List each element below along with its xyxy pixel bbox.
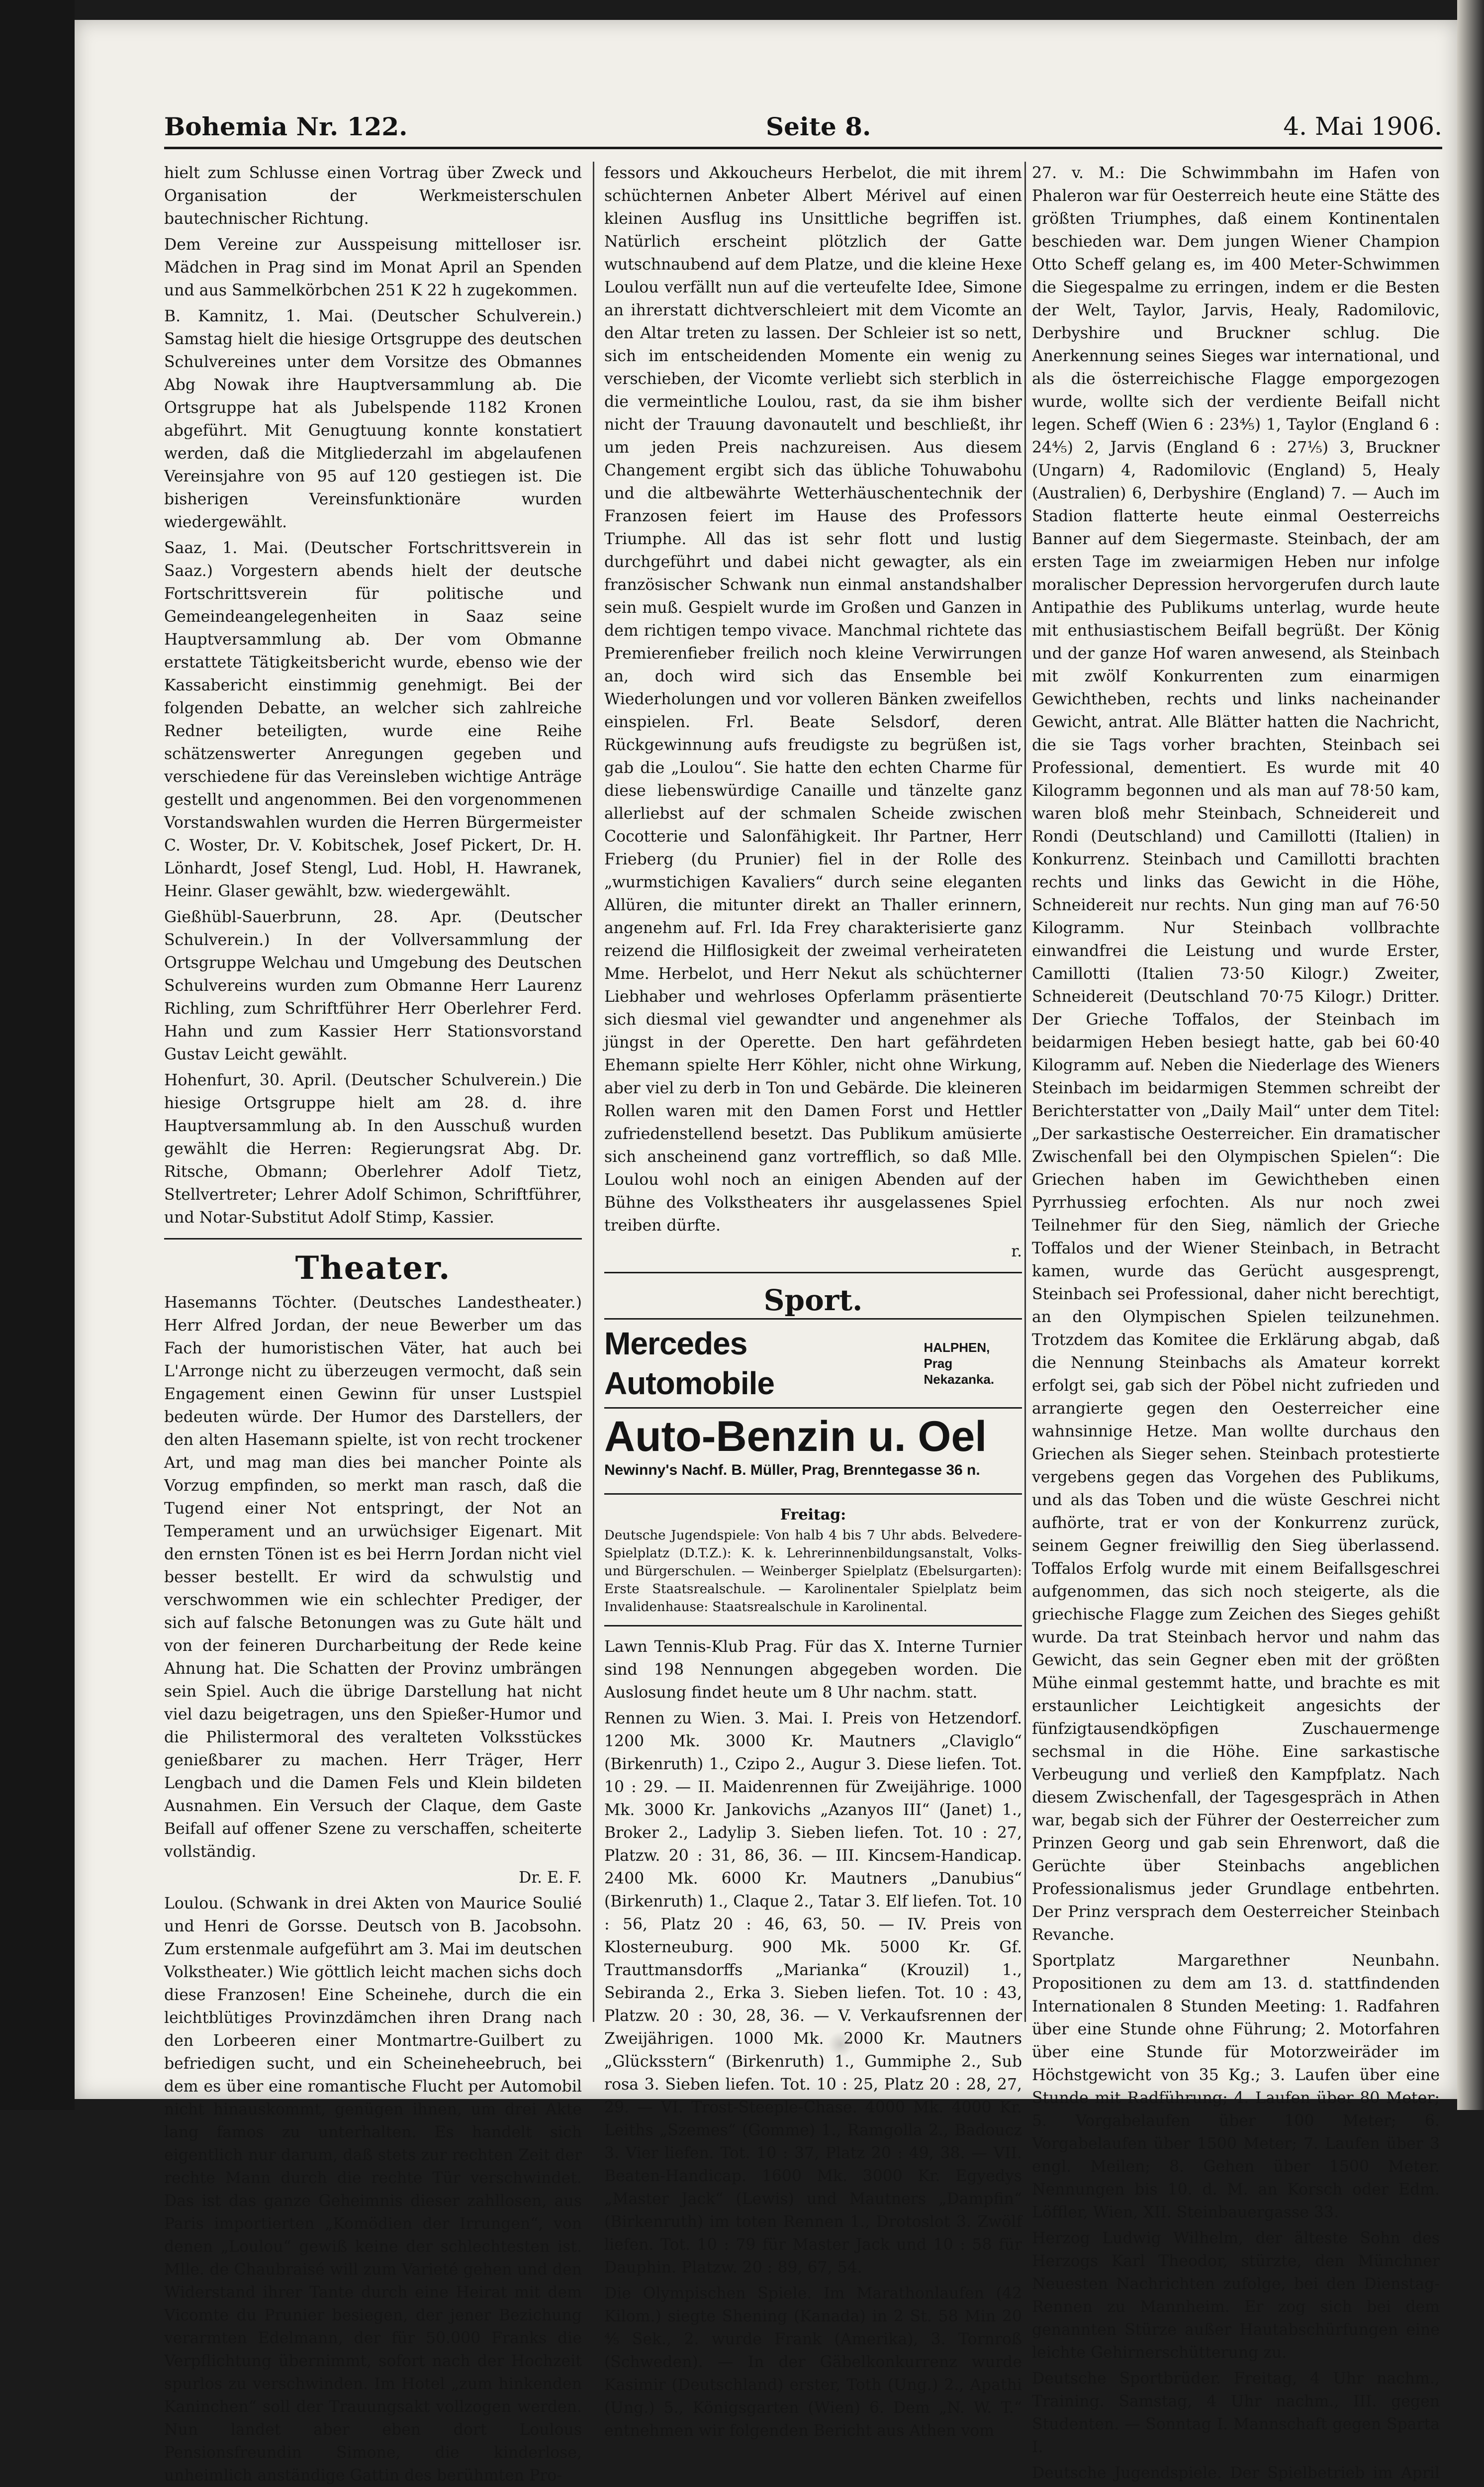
article-kamnitz: B. Kamnitz, 1. Mai. (Deutscher Schulverein.) Samstag hielt die hiesige Ortsgruppe des deutschen Schulvereines unter dem Vorsitze des Obmannes Abg Nowak ihre Hauptversammlung ab. Die Ortsgruppe hat als Jubelspende 1182 Kronen abgeführt. Mit Genugtuung konnte konstatiert werden, daß die Mitgliederzahl im abgelaufenen Vereinsjahre von 95 auf 120 gestiegen ist. Die bisherigen Vereinsfunktionäre wurden wiedergewählt. bbox=[164, 307, 582, 531]
article-jugendspiele: Deutsche Jugendspiele. Der Spielbetrieb im April bbox=[1032, 2464, 1440, 2482]
advert-mercedes-title: Mercedes Automobile bbox=[604, 1326, 774, 1401]
column-3 bbox=[1032, 162, 1440, 2482]
article-olympische-spiele: Die Olympischen Spiele. Im Marathonlaufen (42 Kilom.) siegte Shening (Kanada) in 2 St. 58 Min 20 ⁴⁄₅ Sek., 2. wurde Frank (Amerika), 3. Tornroß (Schweden). — In der Gäbelkonkurrenz wurde Kasimir (Deutschland) erster, Toth (Ung.) 2., Apathi (Ung.) 5., Königsgarten (Wien) 6. Dem „N. W. T.“ entnehmen wir folgenden Bericht aus Athen vom bbox=[604, 2285, 1022, 2440]
review-loulou-continued: fessors und Akkoucheurs Herbelot, die mit ihrem schüchternen Anbeter Albert Mérivel auf einen kleinen Ausflug ins Unsittliche begriffen ist. Natürlich erscheint plötzlich der Gatte wutschnaubend auf dem Platze, und die kleine Hexe Loulou verfällt nun auf die verteufelte Idee, Simone an ihrerstatt dichtverschleiert mit dem Vicomte an den Altar treten zu lassen. Der Schleier ist so nett, sich im entscheidenden Momente ein wenig zu verschieben, der Vicomte verliebt sich sterblich in die vermeintliche Loulou, rast, da sie ihm bisher nicht der Trauung davonautelt und beschließt, ihr um jeden Preis nachzureisen. Aus diesem Changement ergibt sich das übliche Tohuwabohu und die altbewährte Wetterhäuschentechnik der Franzosen feiert im Hause des Professors Triumphe. All das ist sehr flott und lustig durchgeführt und dabei nicht gewagter, als ein französischer Schwank nun einmal anstandshalber sein muß. Gespielt wurde im Großen und Ganzen in dem richtigen tempo vivace. Manchmal richtete das Premierenfieber freilich noch kleine Verwirrungen an, doch wird sich das Ensemble bei Wiederholungen und vor volleren Bänken zweifellos einspielen. Frl. Beate Selsdorf, deren Rückgewinnung aufs freudigste zu begrüßen ist, gab die „Loulou“. Sie hatte den echten Charme für diese liebenswürdige Canaille und tänzelte ganz allerliebst auf der schmalen Scheide zwischen Cocotterie und Salonfähigkeit. Ihr Partner, Herr Frieberg (du Prunier) fiel in der Rolle des „wurmstichigen Kavaliers“ durch seine eleganten Allüren, die mitunter direkt an Thaller erinnern, angenehm auf. Frl. Ida Frey charakterisierte ganz reizend die Hilflosigkeit der zweimal verheirateten Mme. Herbelot, und Herr Nekut als schüchterner Liebhaber und wehrloses Opferlamm präsentierte sich diesmal viel gewandter und angenehmer als jüngst in der Operette. Den hart gefährdeten Ehemann spielte Herr Köhler, nicht ohne Wirkung, aber viel zu derb in Ton und Gebärde. Die kleineren Rollen waren mit den Damen Forst und Hettler zufriedenstellend besetzt. Das Publikum amüsierte sich anscheinend ganz vortrefflich, so daß Mlle. Loulou wohl noch an einigen Abenden auf der Bühne des Volkstheaters ihr ausgelassenes Spiel treiben dürfte. bbox=[604, 164, 1022, 1235]
advert-mercedes-dealer bbox=[924, 1339, 1022, 1387]
column-2 bbox=[604, 162, 1022, 2440]
advert-mercedes bbox=[604, 1318, 1022, 1407]
scan-edge-right bbox=[1457, 0, 1484, 2110]
article-sportplatz: Sportplatz Margarethner Neunbahn. Propositionen zu dem am 13. d. stattfindenden Internationalen 8 Stunden Meeting: 1. Radfahren über eine Stunde ohne Führung; 2. Motorfahren über eine Stunde für Motorzweiräder im Höchstgewicht von 35 Kg.; 3. Laufen über eine Stunde mit Radführung; 4. Laufen über 80 Meter; 5. Vorgabelaufen über 100 Meter; 6. Vorgabelaufen über 1500 Meter; 7. Laufen über 3 engl. Meilen; 8. Gehen über 1500 Meter. Nennungen bis 10. d. M. an Korsch oder Edm. Löffler, Wien, XII. Steinbauergasse 33. bbox=[1032, 1952, 1440, 2221]
advert-benzin bbox=[604, 1407, 1022, 1484]
section-heading-theater: Theater. bbox=[295, 1249, 451, 1287]
article-olympia-report: 27. v. M.: Die Schwimmbahn im Hafen von Phaleron war für Oesterreich heute eine Stätte des größten Triumphes, daß einem Kontinentalen beschieden war. Dem jungen Wiener Champion Otto Scheff gelang es, im 400 Meter-Schwimmen die Siegespalme zu erringen, indem er die Besten der Welt, Taylor, Jarvis, Healy, Radomilovic, Derbyshire und Bruckner schlug. Die Anerkennung seines Sieges war international, und als die österreichische Flagge emporgezogen wurde, wollte sich der verdiente Beifall nicht legen. Scheff (Wien 6 : 23⁴⁄₅) 1, Taylor (England 6 : 24⁴⁄₅) 2, Jarvis (England 6 : 27¹⁄₅) 3, Bruckner (Ungarn) 4, Radomilovic (England) 5, Healy (Australien) 6, Derbyshire (England) 7. — Auch im Stadion flatterte heute einmal Oesterreichs Banner auf dem Siegermaste. Steinbach, der am ersten Tage im zweiarmigen Heben nur infolge moralischer Depression hervorgerufen durch laute Antipathie des Publikums unterlag, wurde heute mit enthusiastischem Beifall begrüßt. Der König und der ganze Hof waren anwesend, als Steinbach mit zwölf Konkurrenten zum einarmigen Gewichtheben, rechts und links nacheinander Gewicht, antrat. Alle Blätter hatten die Nachricht, die sie Tags vorher brachten, Steinbach sei Professional, dementiert. Es wurde mit 40 Kilogramm begonnen und als man auf 78·50 kam, waren bloß mehr Steinbach, Schneidereit und Rondi (Deutschland) und Camillotti (Italien) in Konkurrenz. Steinbach und Camillotti brachten rechts und links das Gewicht in die Höhe, Schneidereit nur rechts. Nun ging man auf 76·50 Kilogramm. Nur Steinbach vollbrachte einwandfrei die Leistung und wurde Erster, Camillotti (Italien 73·50 Kilogr.) Zweiter, Schneidereit (Deutschland 70·75 Kilogr.) Dritter. Der Grieche Toffalos, der Steinbach im beidarmigen Heben besiegt hatte, gab bei 60·40 Kilogramm auf. Neben die Niederlage des Wieners Steinbach im beidarmigen Stemmen schreibt der Berichterstatter von „Daily Mail“ unter dem Titel: „Der sarkastische Oesterreicher. Ein dramatischer Zwischenfall bei den Olympischen Spielen“: Die Griechen haben im Gewichtheben einen Pyrrhussieg erfochten. Als nur noch zwei Teilnehmer für den Sieg, nämlich der Grieche Toffalos und der Wiener Steinbach, in Betracht kamen, wurde das Gerücht ausgesprengt, Steinbach sei Professional, daher nicht berechtigt, an den Olympischen Spielen teilzunehmen. Trotzdem das Komitee die Erklärung abgab, daß die Nennung Steinbachs als Amateur korrekt erfolgt sei, gab sich der Pöbel nicht zufrieden und arrangierte gegen den Oesterreicher eine wahnsinnige Hetze. Man wollte durchaus den Griechen als Sieger sehen. Steinbach protestierte vergebens gegen das Vorgehen des Publikums, und als das Toben und die wüste Geschrei nicht aufhörte, trat er von der Konkurrenz zurück, seinem Gegner freiwillig den Sieg überlassend. Toffalos Erfolg wurde mit einem Beifallsgeschrei aufgenommen, das sich noch steigerte, als die griechische Flagge zum Zeichen des Sieges gehißt wurde. Da trat Steinbach hervor und nahm das Gewicht, das sein Gegner eben mit der größten Mühe einmal gestemmt hatte, und brachte es mit erstaunlicher Leichtigkeit angesichts der fünfzigtausendköpfigen Zuschauermenge sechsmal in die Höhe. Eine sarkastische Verbeugung und verließ den Kampfplatz. Nach diesem Zwischenfall, der Tagesgespräch in Athen war, begab sich der Führer der Oesterreicher zum Prinzen Georg und gab sein Ehrenwort, daß die Gerüchte über Steinbachs angeblichen Professionalismus jeder Grundlage entbehrten. Der Prinz versprach dem Oesterreicher Steinbach Revanche. bbox=[1032, 164, 1440, 1944]
section-rule-4 bbox=[604, 1625, 1022, 1626]
article-rennen-wien: Rennen zu Wien. 3. Mai. I. Preis von Hetzendorf. 1200 Mk. 3000 Kr. Mautners „Claviglo“ (Birkenruth) 1., Czipo 2., Augur 3. Diese liefen. Tot. 10 : 29. — II. Maidenrennen für Zweijährige. 1000 Mk. 3000 Kr. Jankovichs „Azanyos III“ (Janet) 1., Broker 2., Ladylip 3. Sieben liefen. Tot. 10 : 27, Platzw. 20 : 31, 86, 36. — III. Kincsem-Handicap. 2400 Mk. 6000 Kr. Mautners „Danubius“ (Birkenruth) 1., Claque 2., Tatar 3. Elf liefen. Tot. 10 : 56, Platz 20 : 46, 63, 50. — IV. Preis von Klosterneuburg. 900 Mk. 5000 Kr. Gf. Trauttmansdorffs „Marianka“ (Krouzil) 1., Sebiranda 2., Erka 3. Sieben liefen. Tot. 10 : 43, Platzw. 20 : 30, 28, 36. — V. Verkaufsrennen der Zweijährigen. 1000 Mk. 2000 Kr. Mautners „Glücksstern“ (Birkenruth) 1., Gummiphe 2., Sub rosa 3. Sieben liefen. Tot. 10 : 25, Platz 20 : 28, 27, 29. — VI. Trost-Steeple-Chase. 4000 Mk. 4000 Kr. Leiths „Szemes“ (Gomme) 1., Ramgolla 2., Badoucz 3. Vier liefen. Tot. 10 : 37, Platz 20 : 49, 38. — VII. Beaten-Handicap. 1600 Mk. 3000 Kr. Egyedys „Master Jack“ (Lewis) und Mautners „Dampfin“ (Birkenruth) im toten Rennen 1., Drotoslot 3. Zwölf liefen. Tot. 10 : 79 für Master Jack und 10 : 58 für Dauphin. Platzw. 20 : 89, 67, 54. bbox=[604, 1710, 1022, 2277]
scan-edge-left bbox=[0, 0, 75, 2110]
section-rule-3 bbox=[604, 1493, 1022, 1495]
section-heading-sport: Sport. bbox=[763, 1283, 863, 1317]
masthead bbox=[164, 112, 1442, 149]
section-rule-2 bbox=[604, 1272, 1022, 1273]
article-sportbrueder: Deutsche Sportbrüder. Freitag, 4 Uhr nachm., Training. Samstag, 4 Uhr nachm., III. gegen Studenten. — Sonntag I. Mannschaft gegen Sparta I. bbox=[1032, 2370, 1440, 2456]
friday-schedule: Deutsche Jugendspiele: Von halb 4 bis 7 Uhr abds. Belvedere-Spielplatz (D.T.Z.): K. k. Lehrerinnenbildungsanstalt, Volks- und Bürgerschulen. — Weinberger Spielplatz (Ebelsurgarten): Erste Staatsrealschule. — Karolinentaler Spielplatz beim Invalidenhause: Staatsrealschule in Karolinental. bbox=[604, 1528, 1022, 1615]
friday-heading: Freitag: bbox=[780, 1506, 846, 1524]
section-rule bbox=[164, 1238, 582, 1240]
advert-benzin-address: Newinny's Nachf. B. Müller, Prag, Brenntegasse 36 n. bbox=[604, 1462, 980, 1478]
advert-dealer-street: Nekazanka. bbox=[924, 1372, 995, 1387]
column-divider-1 bbox=[593, 162, 594, 2022]
article-giesshuebl: Gießhübl-Sauerbrunn, 28. Apr. (Deutscher Schulverein.) In der Vollversammlung der Ortsgruppe Welchau und Umgebung des Deutschen Schulvereins wurden zum Obmanne Herr Laurenz Richling, zum Schriftführer Herr Oberlehrer Ferd. Hahn und zum Kassier Herr Stationsvorstand Gustav Leicht gewählt. bbox=[164, 908, 582, 1063]
advert-dealer-name: HALPHEN, Prag bbox=[924, 1340, 990, 1371]
article-saaz: Saaz, 1. Mai. (Deutscher Fortschrittsverein in Saaz.) Vorgestern abends hielt der deutsche Fortschrittsverein für politische und Gemeindeangelegenheiten in Saaz seine Hauptversammlung ab. Der vom Obmanne erstattete Tätigkeitsbericht wurde, ebenso wie der Kassabericht einstimmig genehmigt. Bei der folgenden Debatte, an welcher sich zahlreiche Redner beteiligten, wurde eine Reihe schätzenswerter Anregungen gegeben und verschiedene für das Vereinsleben wichtige Anträge gestellt und angenommen. Bei den vorgenommenen Vorstandswahlen wurden die Herren Bürgermeister C. Woster, Dr. V. Kobitschek, Josef Pickert, Dr. H. Lönhardt, Josef Stengl, Lud. Hobl, H. Hawranek, Heinr. Glaser gewählt, bzw. wiedergewählt. bbox=[164, 539, 582, 900]
advert-benzin-title: Auto-Benzin u. Oel bbox=[604, 1413, 987, 1460]
article-continued: hielt zum Schlusse einen Vortrag über Zweck und Organisation der Werkmeisterschulen bautechnischer Richtung. bbox=[164, 164, 582, 228]
article-herzog-ludwig: Herzog Ludwig Wilhelm, der älteste Sohn des Herzogs Karl Theodor, stürzte, den Münchner Neuesten Nachrichten zufolge, bei den Dienstag-Rennen zu Mannheim. Er zog sich bei dem genannten Stürze außer Hautabschürfungen eine leichte Gehirnerschütterung zu. bbox=[1032, 2229, 1440, 2362]
review-loulou: Loulou. (Schwank in drei Akten von Maurice Soulié und Henri de Gorsse. Deutsch von B. Jacobsohn. Zum erstenmale aufgeführt am 3. Mai im deutschen Volkstheater.) Wie göttlich leicht machen sichs doch diese Franzosen! Eine Scheinehe, durch die ein leichtblütiges Provinzdämchen ihren Drang nach den Lorbeeren einer Montmartre-Guilbert zu befriedigen sucht, und ein Scheineheebruch, bei dem es über eine romantische Flucht per Automobil nicht hinauskommt, genügen ihnen, um drei Akte lang famos zu unterhalten. Es handelt sich eigentlich nur darum, daß stets zur rechten Zeit der rechte Mann durch die rechte Tür verschwindet. Das ist das ganze Geheimnis dieser zahllosen, aus Paris importierten „Komödien der Irrungen“, von denen „Loulou“ gewiß keine der schlechtesten ist. Mlle. de Chaubraisé will zum Varieté gehen und den Widerstand ihrer Tante durch eine Heirat mit dem Vicomte du Prunier besiegen, der jener Bezichung verarmten Edelmann, der für 50.000 Franks die Verpflichtung übernimmt, sofort nach der Hochzeit spurlos zu verschwinden. Im Hotel „zum hinkenden Kaninchen“ soll der Trauungsakt vollzogen werden. Nun landet aber eben dort Loulous Pensionsfreundin Simone, die kinderlose, unheimlich anständige Gattin des berühmten Pro- bbox=[164, 1895, 582, 2485]
column-1 bbox=[164, 162, 582, 2485]
article-hohenfurt: Hohenfurt, 30. April. (Deutscher Schulverein.) Die hiesige Ortsgruppe hielt am 28. d. ihre Hauptversammlung ab. In den Ausschuß wurden gewählt die Herren: Regierungsrat Abg. Dr. Ritsche, Obmann; Oberlehrer Adolf Tietz, Stellvertreter; Lehrer Adolf Schimon, Schriftführer, und Notar-Substitut Adolf Stimp, Kassier. bbox=[164, 1071, 582, 1227]
review-signature-2: r. bbox=[1011, 1243, 1022, 1260]
masthead-date: 4. Mai 1906. bbox=[1283, 112, 1442, 141]
review-signature: Dr. E. F. bbox=[519, 1869, 582, 1887]
scan-smudge bbox=[826, 2029, 855, 2059]
review-hasemanns-toechter: Hasemanns Töchter. (Deutsches Landestheater.) Herr Alfred Jordan, der neue Bewerber um das Fach der humoristischen Väter, hat auch bei L'Arronge nicht zu überzeugen vermocht, daß sein Engagement einen Gewinn für unser Lustspiel bedeuten würde. Der Humor des Darstellers, der den alten Hasemann spielte, ist von recht trockener Art, und mag man dies bei mancher Pointe als Vorzug empfinden, so merkt man rasch, daß die Tugend einer Not entspringt, der Not an Temperament und an urwüchsiger Eigenart. Mit den ernsten Tönen ist es bei Herrn Jordan nicht viel besser bestellt. Er wird da schwulstig und verschwommen wie ein schlechter Prediger, der sich auf falsche Betonungen was zu Gute hält und von der feineren Durcharbeitung der Rede keine Ahnung hat. Die Schatten der Provinz umbrängen sein Spiel. Auch die übrige Darstellung hat nicht viel dazu beigetragen, uns den Spießer-Humor und die Philistermoral des veralteten Volksstückes genießbarer zu machen. Herr Träger, Herr Lengbach und die Damen Fels und Klein bildeten Ausnahmen. Ein Versuch der Claque, dem Gaste Beifall auf offener Szene zu verschaffen, scheiterte vollständig. bbox=[164, 1294, 582, 1861]
column-divider-2 bbox=[1024, 162, 1026, 2022]
article-lawn-tennis: Lawn Tennis-Klub Prag. Für das X. Interne Turnier sind 198 Nennungen abgegeben worden. Die Auslosung findet heute um 8 Uhr nachm. statt. bbox=[604, 1638, 1022, 1702]
article-ausspeisung: Dem Vereine zur Ausspeisung mittelloser isr. Mädchen in Prag sind im Monat April an Spenden und aus Sammelkörbchen 251 K 22 h zugekommen. bbox=[164, 236, 582, 299]
masthead-paper-issue: Bohemia Nr. 122. bbox=[164, 112, 408, 141]
masthead-page-number: Seite 8. bbox=[766, 112, 871, 141]
